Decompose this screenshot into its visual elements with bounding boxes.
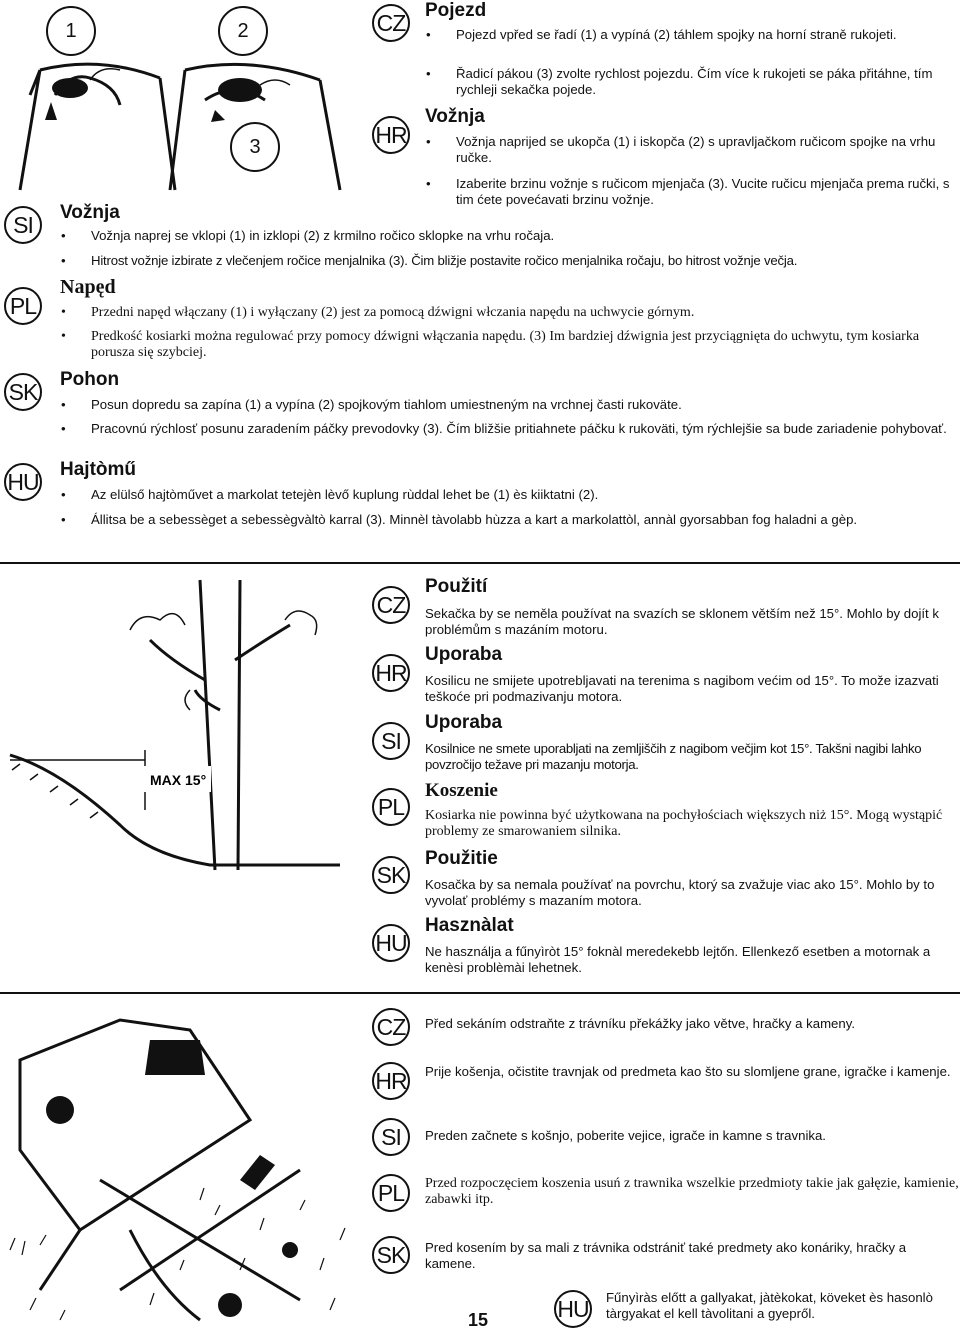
slope-text-cz: Sekačka by se neměla používat na svazích se sklonem větším než 15°. Mohlo by dojít k problémům s mazáním motoru.: [425, 606, 939, 637]
hr-bullet-1: • Vožnja naprijed se ukopča (1) i iskopča (2) s upravljačkom ručicom spojke na vrhu ručke.: [456, 134, 956, 166]
slope-text-hu: Ne használja a fűnyìròt 15° foknàl meredekebb lejtőn. Ellenkező esetben a motornak a kenèsi problèmài lehetnek.: [425, 944, 931, 975]
max-angle-label: MAX 15°: [150, 772, 207, 788]
sk-section-title: Pohon: [60, 369, 120, 390]
slope-title-hr: Uporaba: [425, 644, 503, 665]
figure-label-2: 2: [218, 6, 268, 56]
hu-bullet-1: • Az elülső hajtòművet a markolat tetejèn lèvő kuplung rùddal lehet be (1) ès kiiktatni (2).: [91, 487, 951, 503]
slope-illustration: [0, 570, 360, 990]
slope-badge-cz: CZ: [372, 586, 410, 624]
slope-badge-hr: HR: [372, 654, 410, 692]
obstacle-badge-cz: CZ: [372, 1008, 410, 1046]
pl-bullet-2: • Predkość kosiarki można regulować przy pomocy dźwigni włączania napędu. (3) Im bardziej dźwignia jest przyciągnięta do uchwytu, tym kosiarka porusza się szybciej.: [91, 329, 957, 361]
cz-bullet-1: • Pojezd vpřed se řadí (1) a vypíná (2) táhlem spojky na horní straně rukojeti.: [456, 27, 956, 43]
slope-title-hu: Hasznàlat: [425, 915, 514, 936]
sk-bullet-2: • Pracovnú rýchlosť posunu zaradením páčky prevodovky (3). Čím bližšie pritiahnete páčku k rukoväti, tým rýchlejšie sa bude zariadenie pohybovať.: [91, 421, 957, 437]
slope-title-sk: Použitie: [425, 848, 498, 869]
figure-label-1: 1: [46, 6, 96, 56]
lang-badge-sk: SK: [4, 373, 42, 411]
slope-text-pl: Kosiarka nie powinna być użytkowana na pochyłościach większych niż 15°. Mogą wystąpić problemy ze smarowaniem silnika.: [425, 808, 943, 839]
si-bullet-2: • Hitrost vožnje izbirate z vlečenjem ročice menjalnika (3). Čim bližje postavite ročico menjalnika ročaju, bo hitrost vožnje večja.: [91, 253, 960, 269]
slope-badge-pl: PL: [372, 788, 410, 826]
obstacle-text-sk: Pred kosením by sa mali z trávnika odstrániť také predmety ako konáriky, hračky a kamene.: [425, 1240, 907, 1271]
slope-title-cz: Použití: [425, 576, 488, 597]
obstacle-badge-sk: SK: [372, 1236, 410, 1274]
cz-bullet-2: • Řadicí pákou (3) zvolte rychlost pojezdu. Čím více k rukojeti se páka přitáhne, tím rychleji sekačka pojede.: [456, 66, 956, 98]
slope-title-si: Uporaba: [425, 712, 503, 733]
slope-text-si: Kosilnice ne smete uporabljati na zemljiščih z nagibom večjim kot 15°. Takšni nagibi lahko povzročijo težave pri mazanju motorja.: [425, 741, 922, 772]
mower-illustration: [0, 1000, 360, 1334]
obstacle-text-hu: Fűnyìràs előtt a gallyakat, jàtèkokat, köveket ès hasonlò tàrgyakat el kell tàvolitani a gyepről.: [606, 1290, 933, 1321]
lang-badge-si: SI: [4, 206, 42, 244]
slope-badge-hu: HU: [372, 924, 410, 962]
obstacle-badge-si: SI: [372, 1118, 410, 1156]
mower-debris-figure: [0, 1000, 360, 1334]
lang-badge-pl: PL: [4, 287, 42, 325]
hu-bullet-2: • Állitsa be a sebessèget a sebessègvàltò karral (3). Minnèl tàvolabb hùzza a kart a markolattòl, annàl gyorsabban fog haladni a gèp.: [91, 512, 957, 528]
slope-tree-figure: [0, 570, 360, 990]
pl-bullet-1: • Przedni napęd włączany (1) i wyłączany (2) jest za pomocą dźwigni włczania napędu na uchwycie górnym.: [91, 305, 951, 321]
pl-section-title: Napęd: [60, 276, 116, 298]
divider-1: [0, 562, 960, 564]
obstacle-badge-hr: HR: [372, 1062, 410, 1100]
slope-text-sk: Kosačka by sa nemala používať na povrchu, ktorý sa zvažuje viac ako 15°. Mohlo by to vyvolať problémy s mazaním motora.: [425, 877, 935, 908]
obstacle-text-cz: Před sekáním odstraňte z trávníku překážky jako větve, hračky a kameny.: [425, 1016, 856, 1031]
lang-badge-cz: CZ: [372, 4, 410, 42]
divider-2: [0, 992, 960, 994]
figure-label-3: 3: [230, 122, 280, 172]
lang-badge-hu: HU: [4, 463, 42, 501]
obstacle-badge-pl: PL: [372, 1174, 410, 1212]
obstacle-text-si: Preden začnete s košnjo, poberite vejice, igrače in kamne s travnika.: [425, 1128, 826, 1143]
hu-section-title: Hajtòmű: [60, 459, 136, 480]
obstacle-text-pl: Przed rozpoczęciem koszenia usuń z trawnika wszelkie przedmioty takie jak gałęzie, kamienie, zabawki itp.: [425, 1176, 959, 1207]
hr-bullet-2: • Izaberite brzinu vožnje s ručicom mjenjača (3). Vucite ručicu mjenjača prema ručki, s tim ćete povećavati brzinu vožnje.: [456, 176, 956, 208]
slope-badge-sk: SK: [372, 856, 410, 894]
sk-bullet-1: • Posun dopredu sa zapína (1) a vypína (2) spojkovým tiahlom umiestneným na vrchnej časti rukoväte.: [91, 397, 951, 413]
lang-badge-hr: HR: [372, 116, 410, 154]
cz-section-title: Pojezd: [425, 0, 487, 21]
si-section-title: Vožnja: [60, 202, 120, 223]
hr-section-title: Vožnja: [425, 106, 485, 127]
slope-badge-si: SI: [372, 722, 410, 760]
slope-text-hr: Kosilicu ne smijete upotrebljavati na terenima s nagibom većim od 15°. To može izazvati teškoće pri podmazivanju motora.: [425, 673, 939, 704]
obstacle-badge-hu: HU: [554, 1290, 592, 1328]
obstacle-text-hr: Prije košenja, očistite travnjak od predmeta kao što su slomljene grane, igračke i kamenje.: [425, 1064, 951, 1079]
slope-title-pl: Koszenie: [425, 780, 498, 801]
si-bullet-1: • Vožnja naprej se vklopi (1) in izklopi (2) z krmilno ročico sklopke na vrhu ročaja.: [91, 228, 951, 244]
page-number: 15: [468, 1310, 489, 1330]
